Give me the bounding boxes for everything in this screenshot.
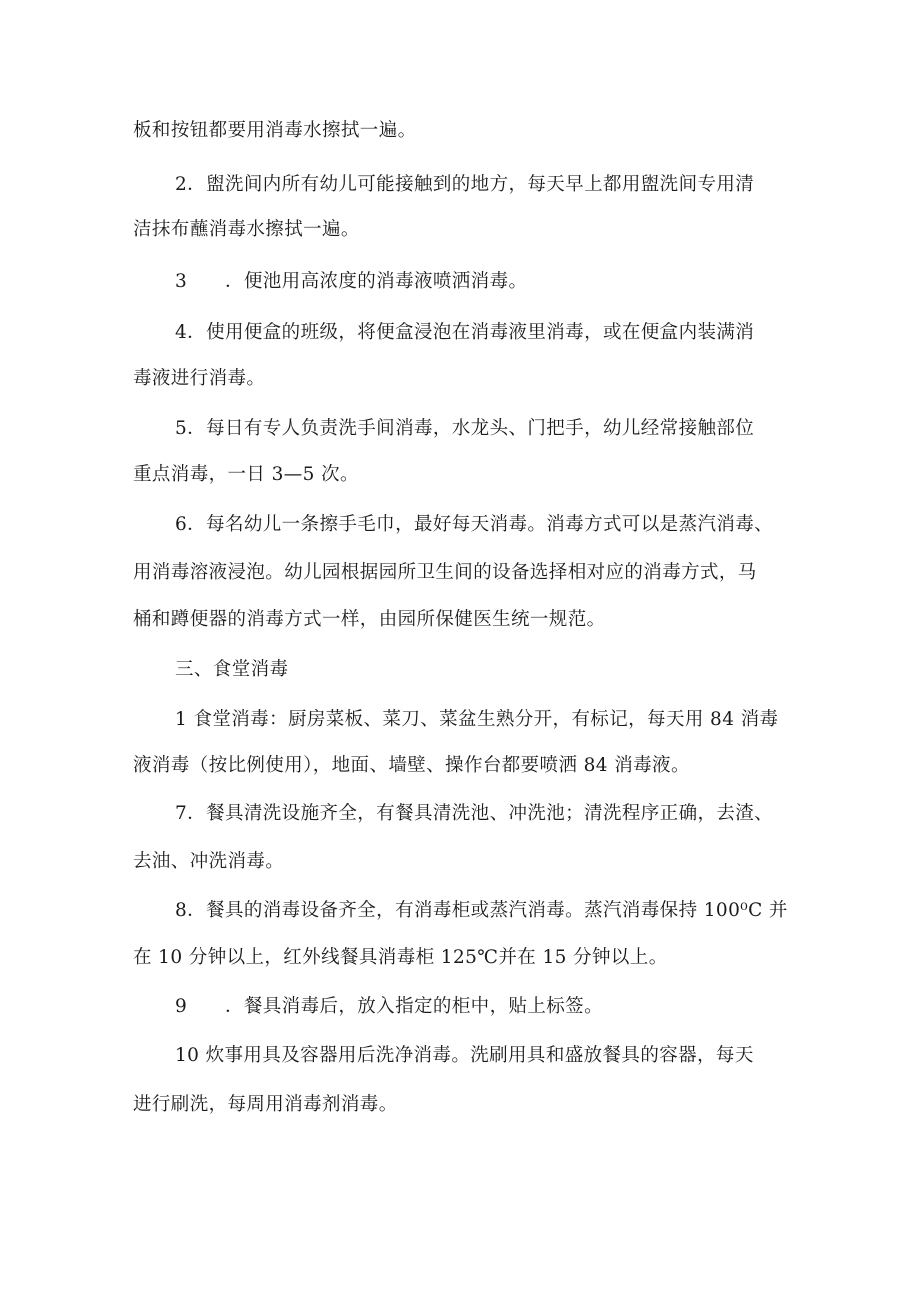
paragraph-line: 去油、冲洗消毒。 (133, 851, 285, 872)
paragraph-line: 3 ．便池用高浓度的消毒液喷洒消毒。 (175, 271, 528, 292)
paragraph-line: 毒液进行消毒。 (133, 368, 266, 389)
paragraph-line: 在 10 分钟以上，红外线餐具消毒柜 125℃并在 15 分钟以上。 (133, 947, 668, 968)
paragraph-line: 进行刷洗，每周用消毒剂消毒。 (133, 1094, 398, 1115)
paragraph-line: 7．餐具清洗设施齐全，有餐具清洗池、冲洗池；清洗程序正确，去渣、 (175, 803, 774, 824)
section-heading: 三、食堂消毒 (175, 659, 289, 680)
paragraph-line: 10 炊事用具及容器用后洗净消毒。洗刷用具和盛放餐具的容器，每天 (175, 1045, 754, 1066)
paragraph-line: 桶和蹲便器的消毒方式一样，由园所保健医生统一规范。 (133, 609, 606, 630)
paragraph-line: 液消毒（按比例使用），地面、墙壁、操作台都要喷洒 84 消毒液。 (133, 755, 690, 776)
paragraph-line: 用消毒溶液浸泡。幼儿园根据园所卫生间的设备选择相对应的消毒方式，马 (133, 562, 757, 583)
paragraph-line: 8．餐具的消毒设备齐全，有消毒柜或蒸汽消毒。蒸汽消毒保持 100⁰C 并 (175, 900, 788, 921)
paragraph-line: 6．每名幼儿一条擦手毛巾，最好每天消毒。消毒方式可以是蒸汽消毒、 (175, 514, 774, 535)
paragraph-line: 板和按钮都要用消毒水擦拭一遍。 (133, 120, 417, 141)
paragraph-line: 洁抹布蘸消毒水擦拭一遍。 (133, 219, 360, 240)
paragraph-line: 2．盥洗间内所有幼儿可能接触到的地方，每天早上都用盥洗间专用清 (175, 174, 755, 195)
paragraph-line: 9 ．餐具消毒后，放入指定的柜中，贴上标签。 (175, 996, 603, 1017)
paragraph-line: 5．每日有专人负责洗手间消毒，水龙头、门把手，幼儿经常接触部位 (175, 418, 755, 439)
paragraph-line: 重点消毒，一日 3—5 次。 (133, 464, 359, 485)
paragraph-line: 1 食堂消毒：厨房菜板、菜刀、菜盆生熟分开，有标记，每天用 84 消毒 (175, 709, 779, 730)
paragraph-line: 4．使用便盒的班级，将便盒浸泡在消毒液里消毒，或在便盒内装满消 (175, 322, 755, 343)
